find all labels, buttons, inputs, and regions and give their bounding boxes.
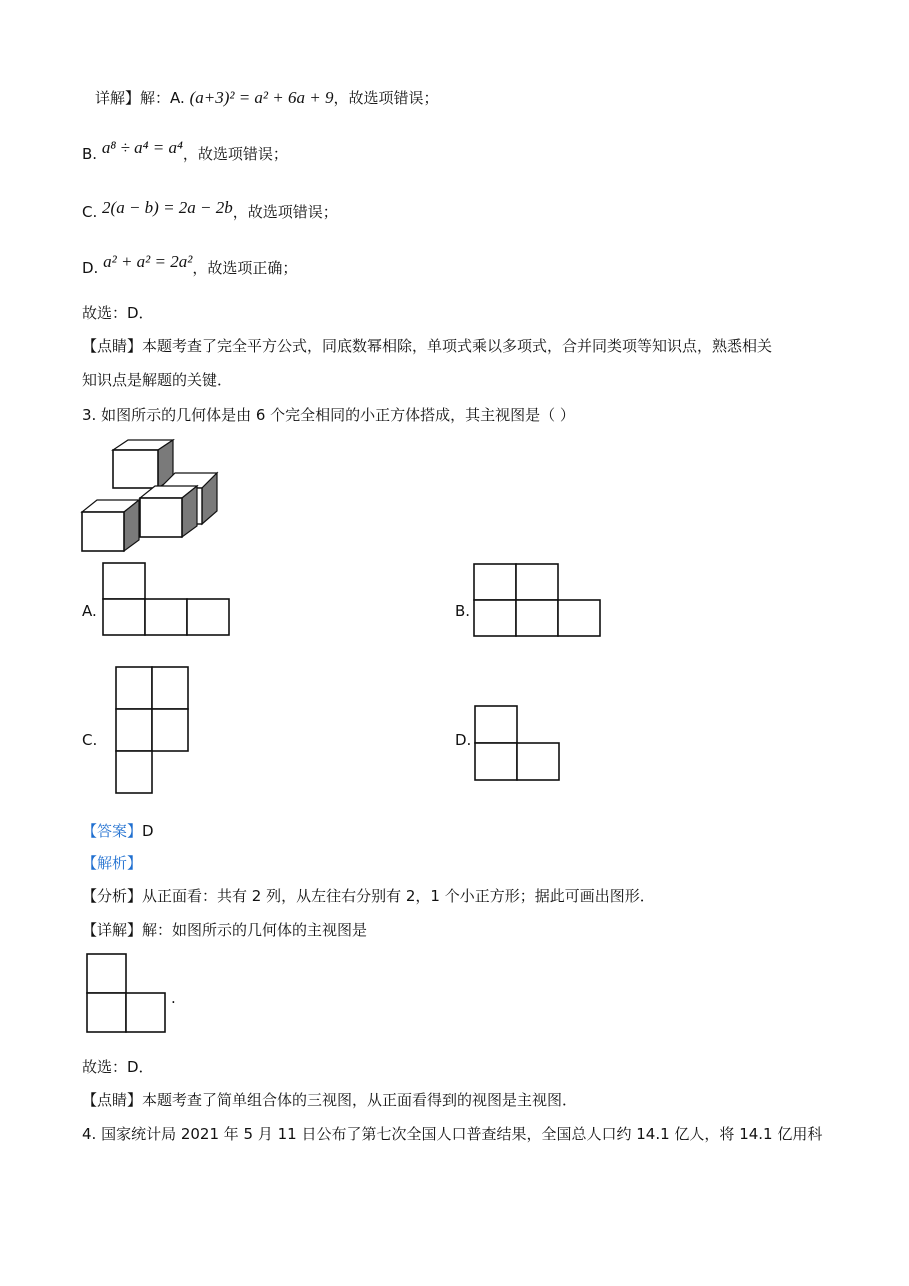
prev-note-line1: 【点睛】本题考查了完全平方公式，同底数幂相除，单项式乘以多项式，合并同类项等知识点，熟悉相关 bbox=[82, 337, 773, 355]
q3-stem: 3. 如图所示的几何体是由 6 个完全相同的小正方体搭成，其主视图是（ ） bbox=[82, 406, 575, 424]
option-c-label: C. bbox=[82, 203, 98, 221]
analysis-tag: 【解析】 bbox=[82, 854, 143, 872]
option-b-comment: ，故选项错误； bbox=[182, 145, 288, 163]
prev-choose: 故选：D． bbox=[82, 304, 154, 322]
q3-option-c-label: C. bbox=[82, 731, 98, 749]
q4-stem: 4. 国家统计局 2021 年 5 月 11 日公布了第七次全国人口普查结果，全国总人口约 14.1 亿人，将 14.1 亿用科 bbox=[82, 1125, 823, 1143]
q3-option-a-figure bbox=[102, 562, 230, 637]
option-b-expr: a⁸ ÷ a⁴ = a⁴ bbox=[101, 138, 183, 157]
option-a-expr: (a+3)² = a² + 6a + 9 bbox=[189, 88, 334, 107]
option-c-line bbox=[82, 198, 338, 222]
option-d-label: D. bbox=[82, 259, 99, 277]
detail-line bbox=[95, 88, 438, 108]
q3-option-a-label: A. bbox=[82, 602, 97, 620]
q3-note: 【点睛】本题考查了简单组合体的三视图，从正面看得到的视图是主视图． bbox=[82, 1091, 578, 1109]
option-c-comment: ，故选项错误； bbox=[232, 203, 338, 221]
option-b-label: B. bbox=[82, 145, 98, 163]
answer-tag: 【答案】 bbox=[82, 822, 143, 840]
option-d-line bbox=[82, 252, 298, 278]
q3-front-view-figure bbox=[86, 953, 168, 1035]
q3-answer-line bbox=[82, 821, 154, 841]
option-d-expr: a² + a² = 2a² bbox=[103, 252, 193, 271]
option-c-expr: 2(a − b) = 2a − 2b bbox=[102, 198, 233, 217]
q3-detail: 【详解】解：如图所示的几何体的主视图是 bbox=[82, 921, 368, 939]
q3-option-d-figure bbox=[474, 705, 562, 781]
option-b-line bbox=[82, 138, 288, 164]
detail-prefix: 详解】解： bbox=[95, 89, 171, 107]
option-d-comment: ，故选项正确； bbox=[192, 259, 298, 277]
option-a-comment: ，故选项错误； bbox=[333, 89, 439, 107]
option-a-label: A. bbox=[170, 89, 185, 107]
q3-option-d-label: D. bbox=[455, 731, 472, 749]
answer-value: D bbox=[142, 822, 154, 840]
q3-choose: 故选：D． bbox=[82, 1058, 154, 1076]
cube-figure bbox=[80, 440, 220, 555]
q3-option-b-label: B. bbox=[455, 602, 471, 620]
prev-note-line2: 知识点是解题的关键． bbox=[82, 371, 233, 389]
q3-option-b-figure bbox=[473, 563, 601, 638]
q3-analysis: 【分析】从正面看：共有 2 列，从左往右分别有 2，1 个小正方形；据此可画出图形． bbox=[82, 887, 655, 905]
q3-option-c-figure bbox=[115, 666, 190, 794]
q3-detail-tail: . bbox=[171, 989, 176, 1007]
